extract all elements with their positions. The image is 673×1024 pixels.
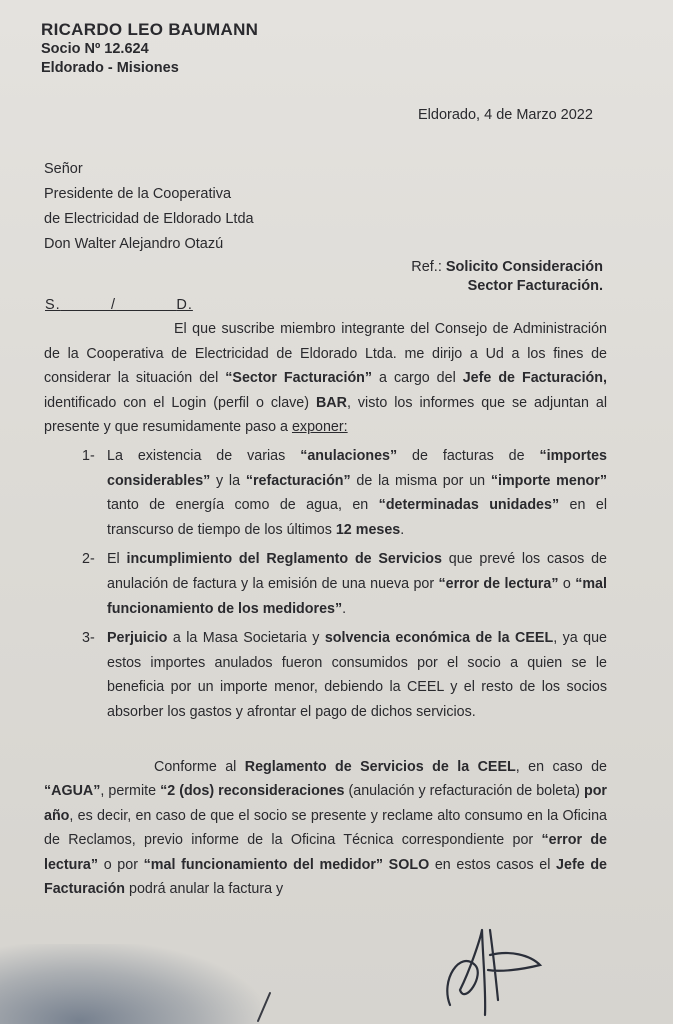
- item-text: tanto de energía como de agua, en: [107, 497, 379, 514]
- reference-line-2: Sector Facturación.: [467, 278, 603, 294]
- sender-block: [41, 20, 258, 78]
- item-bold: 12 meses: [335, 521, 401, 538]
- intro-bold: Jefe de Facturación,: [462, 370, 607, 387]
- recipient-line-4: Don Walter Alejandro Otazú: [44, 236, 224, 252]
- intro-text: El que suscribe miembro integrante del Consejo de Administración de la Cooperativa de Electricidad de Eldorado Ltda. me dirijo a Ud a los fines de considerar la situación del: [44, 321, 607, 387]
- para-text: , es decir, en caso de que el socio se presente y reclame alto consumo en la Oficina de Reclamos, previo informe de la Oficina Técnica correspondiente por: [44, 807, 607, 849]
- salutation-slash: /: [111, 297, 117, 313]
- item-bold: “importes considerables”: [107, 447, 607, 489]
- para-bold: “mal funcionamiento del medidor” SOLO: [143, 856, 430, 873]
- item-bold: “error de lectura”: [438, 575, 559, 592]
- list-item: [44, 626, 607, 724]
- item-bold: “mal funcionamiento de los medidores”: [107, 575, 607, 617]
- item-text: que prevé los casos de anulación de factura y la emisión de una nueva por: [107, 551, 607, 592]
- item-text: , ya que estos importes anulados fueron consumidos por el socio a quien se le beneficia por un importe menor, debiendo la CEEL y el resto de los socios absorber los gastos y afrontar el pago de dichos servicios.: [107, 630, 607, 720]
- item-text: de la misma por un: [350, 472, 491, 489]
- item-bold: “anulaciones”: [300, 447, 398, 464]
- photo-shadow: [0, 944, 260, 1024]
- intro-bold: “Sector Facturación”: [225, 370, 373, 387]
- para-bold: “AGUA”: [44, 783, 101, 800]
- item-text: La existencia de varias: [107, 447, 301, 464]
- reference-block: [411, 258, 603, 296]
- item-bold: solvencia económica de la CEEL: [324, 630, 554, 647]
- item-bold: incumplimiento del Reglamento de Servicios: [126, 551, 442, 568]
- list-item: [44, 444, 607, 542]
- item-text: .: [400, 521, 405, 538]
- item-text: y la: [210, 472, 246, 489]
- item-text: o: [558, 575, 576, 592]
- item-text: en el transcurso de tiempo de los últimos: [107, 497, 607, 538]
- intro-paragraph: [44, 317, 607, 440]
- intro-bold: BAR: [315, 394, 347, 411]
- item-number: 2-: [82, 551, 95, 568]
- para-bold: “2 (dos) reconsideraciones: [160, 783, 345, 800]
- item-number: 1-: [82, 447, 95, 464]
- para-text: podrá anular la factura y: [125, 881, 284, 898]
- sender-city: Eldorado - Misiones: [41, 60, 179, 76]
- item-bold: “importe menor”: [490, 472, 608, 489]
- intro-text: identificado con el Login (perfil o clave): [44, 394, 316, 411]
- item-bold: “determinadas unidades”: [378, 497, 560, 514]
- para-bold: Jefe de Facturación: [44, 856, 608, 898]
- handwritten-signature: [430, 910, 550, 1020]
- list-item: [44, 547, 607, 621]
- para-text: en estos casos el: [429, 856, 557, 873]
- intro-text: a cargo del: [372, 370, 463, 387]
- reference-label: Ref.:: [411, 259, 442, 275]
- recipient-line-2: Presidente de la Cooperativa: [44, 186, 232, 202]
- item-text: a la Masa Societaria y: [167, 630, 325, 647]
- items-list: [44, 444, 607, 725]
- sender-name: RICARDO LEO BAUMANN: [41, 20, 259, 39]
- para-text: , permite: [100, 783, 161, 800]
- salutation-s: S.: [45, 297, 61, 313]
- para-bold: “error de lectura”: [44, 832, 608, 873]
- intro-text: , visto los informes que se adjuntan al presente y que resumidamente paso a: [44, 394, 607, 436]
- recipient-line-1: Señor: [44, 161, 83, 177]
- item-text: de facturas de: [397, 447, 540, 464]
- recipient-block: [44, 157, 254, 257]
- salutation-sd: [45, 297, 193, 313]
- letter-body: [44, 317, 607, 902]
- para-text: (anulación y refacturación de boleta): [344, 783, 584, 800]
- item-number: 3-: [82, 630, 95, 647]
- letter-date: Eldorado, 4 de Marzo 2022: [418, 107, 593, 123]
- salutation-d: D.: [176, 297, 193, 313]
- sender-member-number: Socio Nº 12.624: [41, 41, 149, 57]
- regulation-paragraph: [44, 755, 607, 903]
- para-text: o por: [98, 856, 144, 873]
- item-text: .: [342, 600, 347, 617]
- recipient-line-3: de Electricidad de Eldorado Ltda: [44, 211, 254, 227]
- item-bold: “refacturación”: [245, 472, 351, 489]
- para-bold: por año: [44, 783, 607, 824]
- reference-line-1: Solicito Consideración: [445, 259, 603, 275]
- para-text: , en caso de: [515, 758, 607, 775]
- para-text: Conforme al: [154, 758, 245, 775]
- item-text: El: [107, 551, 127, 568]
- para-bold: Reglamento de Servicios de la CEEL: [244, 758, 516, 775]
- intro-underlined: exponer:: [291, 419, 348, 436]
- item-bold: Perjuicio: [107, 630, 168, 647]
